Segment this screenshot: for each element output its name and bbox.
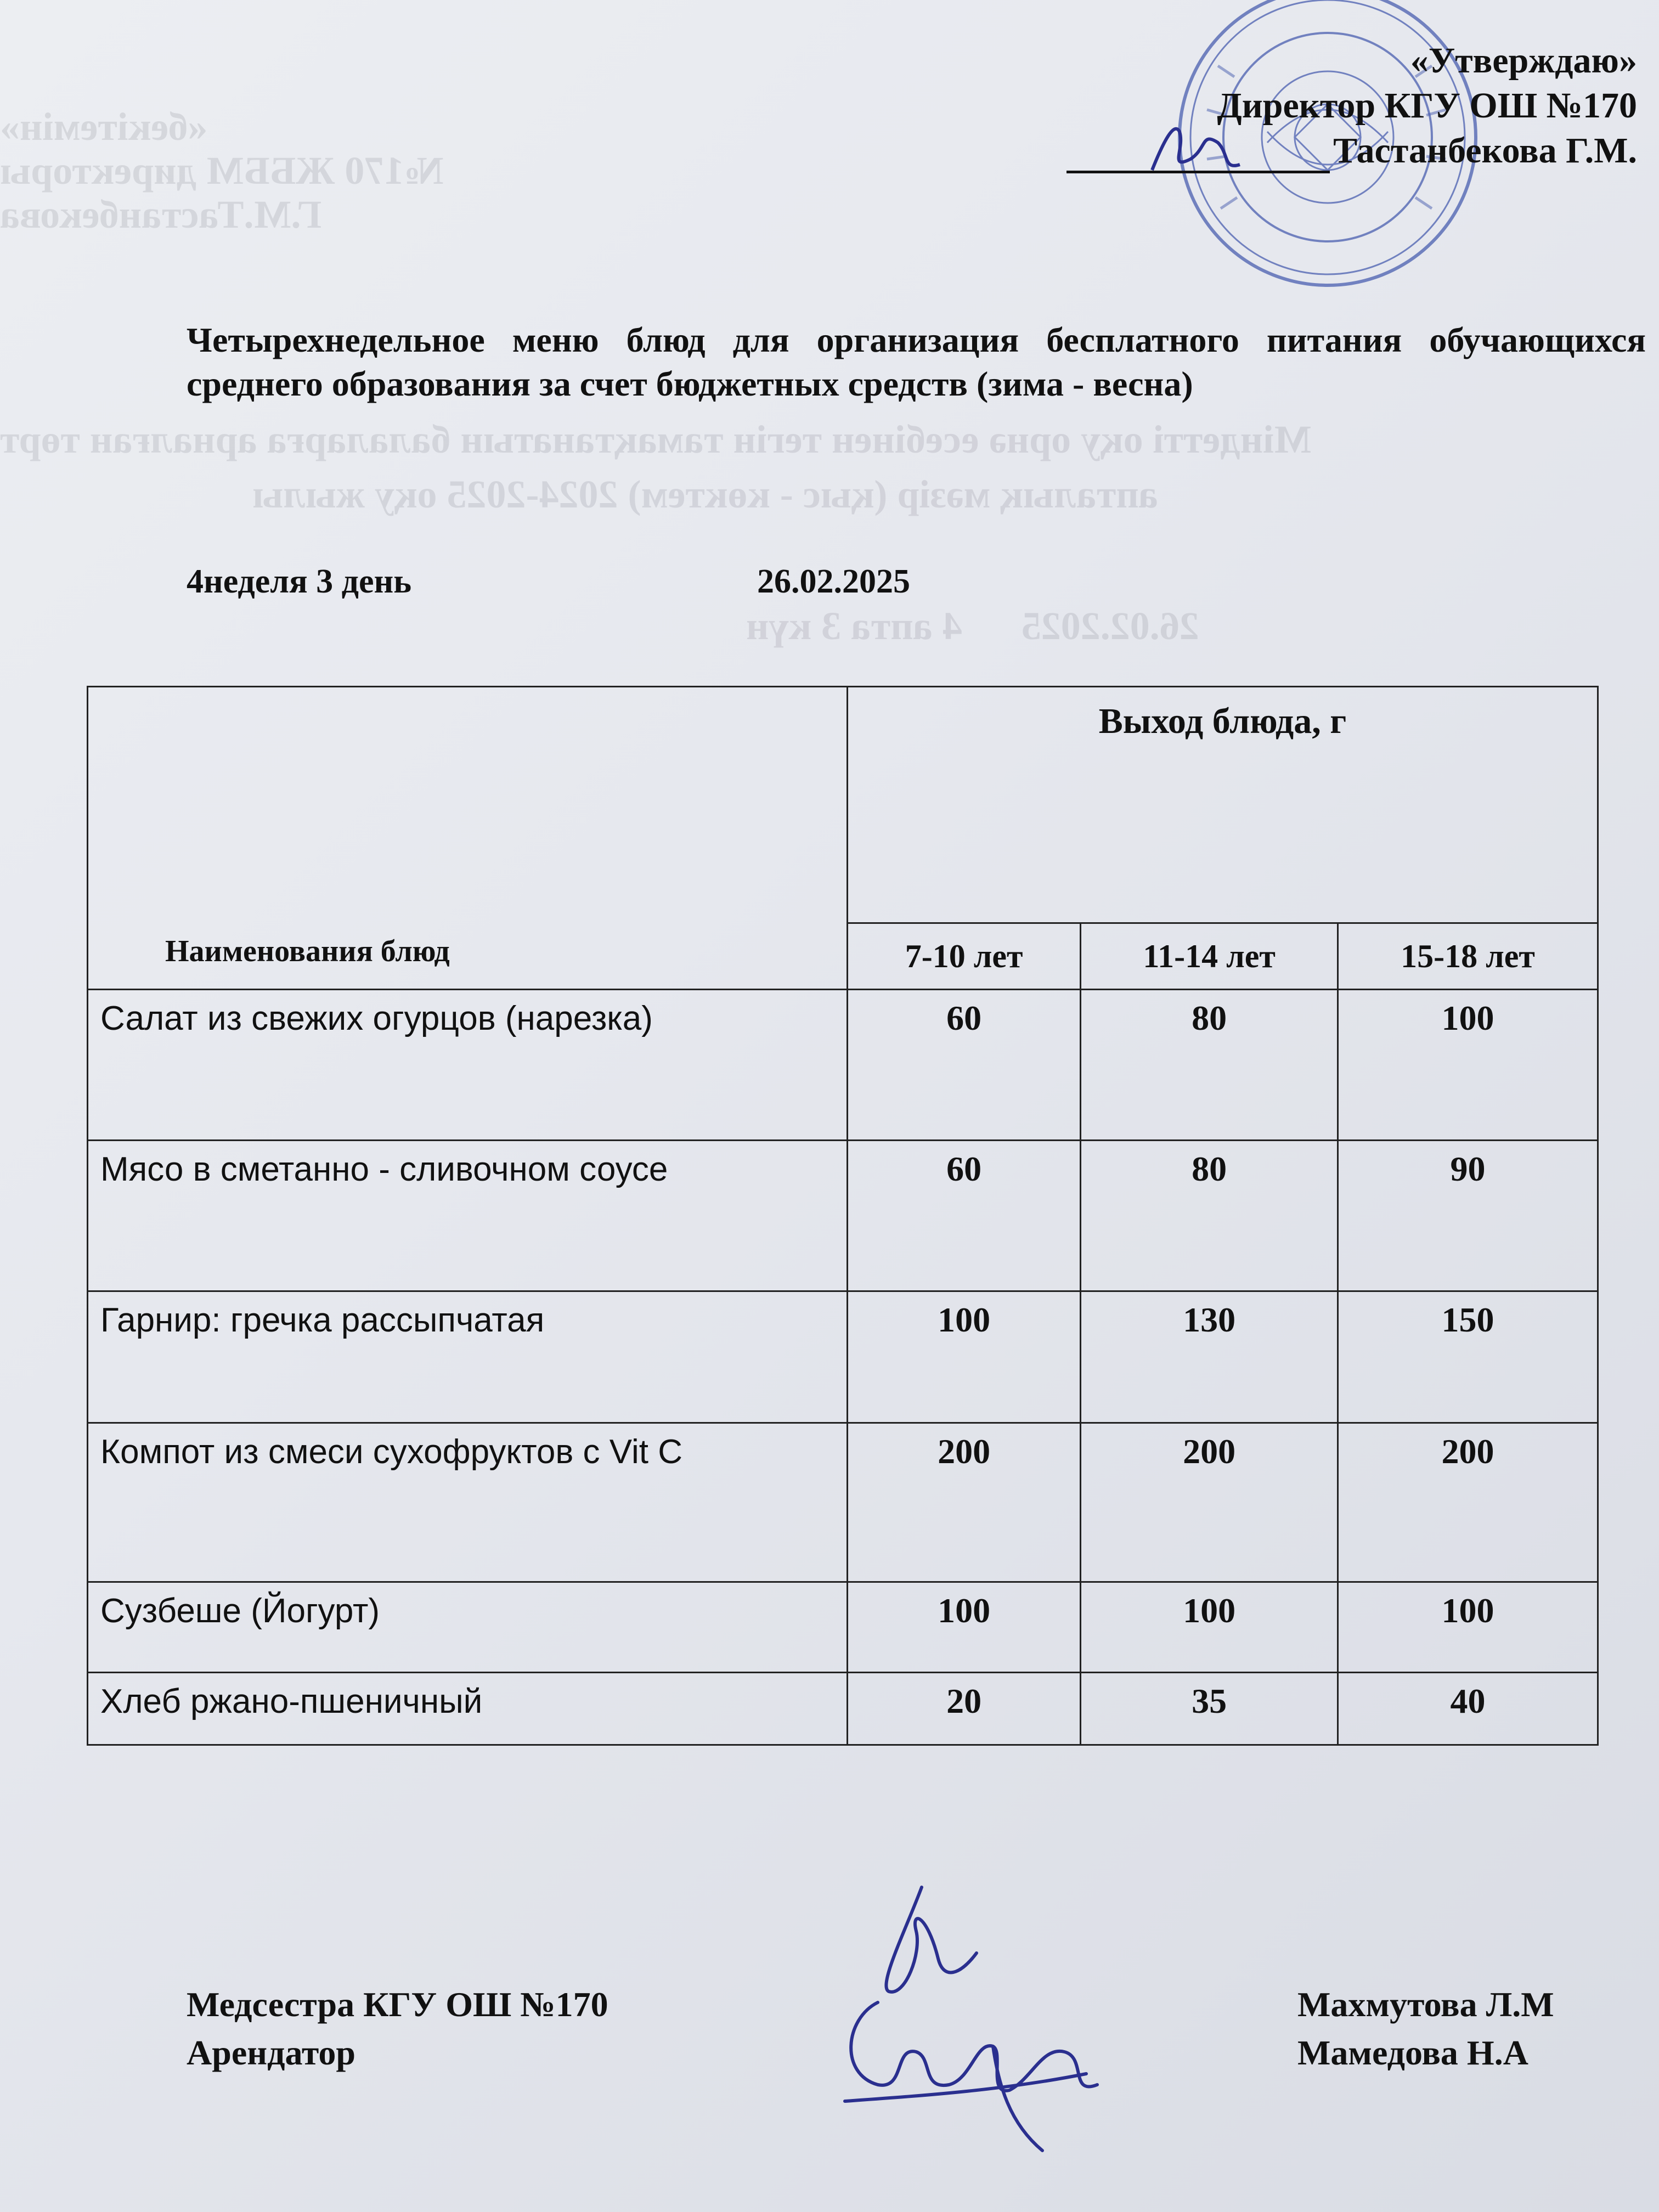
portion-value: 200 bbox=[1081, 1423, 1338, 1582]
footer-titles bbox=[187, 1980, 608, 2077]
dish-name: Салат из свежих огурцов (нарезка) bbox=[88, 990, 848, 1141]
nurse-name: Махмутова Л.М bbox=[1297, 1985, 1554, 2024]
dish-name: Сузбеше (Йогурт) bbox=[88, 1582, 848, 1673]
nurse-title: Медсестра КГУ ОШ №170 bbox=[187, 1985, 608, 2024]
bleed-through-text: №170 ЖББМ директоры bbox=[0, 149, 444, 193]
table-header-row bbox=[88, 687, 1598, 923]
bleed-through-text: «бекітемін» bbox=[0, 105, 208, 149]
director-position: Директор КГУ ОШ №170 bbox=[1217, 86, 1637, 126]
portion-value: 200 bbox=[1338, 1423, 1598, 1582]
portion-value: 100 bbox=[1338, 990, 1598, 1141]
bleed-through-text: Г.М.Тастанбекова bbox=[0, 193, 322, 236]
menu-table bbox=[87, 686, 1599, 1746]
portion-value: 100 bbox=[848, 1582, 1081, 1673]
portion-value: 80 bbox=[1081, 990, 1338, 1141]
dish-name: Мясо в сметанно - сливочном соусе bbox=[88, 1141, 848, 1291]
table-row bbox=[88, 1291, 1598, 1423]
bleed-through-text: апталық мәзір (қыс - көктем) 2024-2025 оқу жылы bbox=[252, 472, 1158, 516]
footer-names bbox=[1297, 1980, 1554, 2077]
document-title: Четырехнедельное меню блюд для организация бесплатного питания обучающихся среднего образования за счет бюджетных средств (зима - весна) bbox=[187, 320, 1646, 403]
handwritten-signatures-icon bbox=[812, 1865, 1119, 2162]
director-signature-icon bbox=[1141, 110, 1251, 187]
portion-value: 100 bbox=[1081, 1582, 1338, 1673]
age-group-header: 15-18 лет bbox=[1338, 923, 1598, 990]
portion-value: 80 bbox=[1081, 1141, 1338, 1291]
week-day: 4неделя 3 день bbox=[187, 563, 412, 600]
header-yield: Выход блюда, г bbox=[848, 687, 1598, 923]
table-row bbox=[88, 1423, 1598, 1582]
header-dish-name: Наименования блюд bbox=[88, 687, 848, 990]
portion-value: 90 bbox=[1338, 1141, 1598, 1291]
tenant-name: Мамедова Н.А bbox=[1297, 2033, 1528, 2072]
table-row bbox=[88, 1582, 1598, 1673]
portion-value: 200 bbox=[848, 1423, 1081, 1582]
approval-heading: «Утверждаю» bbox=[1410, 41, 1637, 81]
portion-value: 100 bbox=[1338, 1582, 1598, 1673]
portion-value: 130 bbox=[1081, 1291, 1338, 1423]
portion-value: 60 bbox=[848, 990, 1081, 1141]
tenant-title: Арендатор bbox=[187, 2033, 356, 2072]
table-row bbox=[88, 990, 1598, 1141]
director-name: Тастанбекова Г.М. bbox=[1333, 131, 1637, 171]
dish-name: Компот из смеси сухофруктов с Vit C bbox=[88, 1423, 848, 1582]
portion-value: 40 bbox=[1338, 1673, 1598, 1745]
portion-value: 20 bbox=[848, 1673, 1081, 1745]
dish-name: Гарнир: гречка рассыпчатая bbox=[88, 1291, 848, 1423]
bleed-through-text: 26.02.2025 4 апта 3 күн bbox=[746, 604, 1199, 648]
age-group-header: 11-14 лет bbox=[1081, 923, 1338, 990]
table-row bbox=[88, 1141, 1598, 1291]
portion-value: 60 bbox=[848, 1141, 1081, 1291]
table-row bbox=[88, 1673, 1598, 1745]
portion-value: 100 bbox=[848, 1291, 1081, 1423]
portion-value: 150 bbox=[1338, 1291, 1598, 1423]
bleed-through-text: Міндетті оқу орнә есебінен тегін тамақтанатын балаларға арналған төрт bbox=[0, 417, 1312, 461]
dish-name: Хлеб ржано-пшеничный bbox=[88, 1673, 848, 1745]
age-group-header: 7-10 лет bbox=[848, 923, 1081, 990]
menu-date: 26.02.2025 bbox=[757, 563, 910, 600]
portion-value: 35 bbox=[1081, 1673, 1338, 1745]
